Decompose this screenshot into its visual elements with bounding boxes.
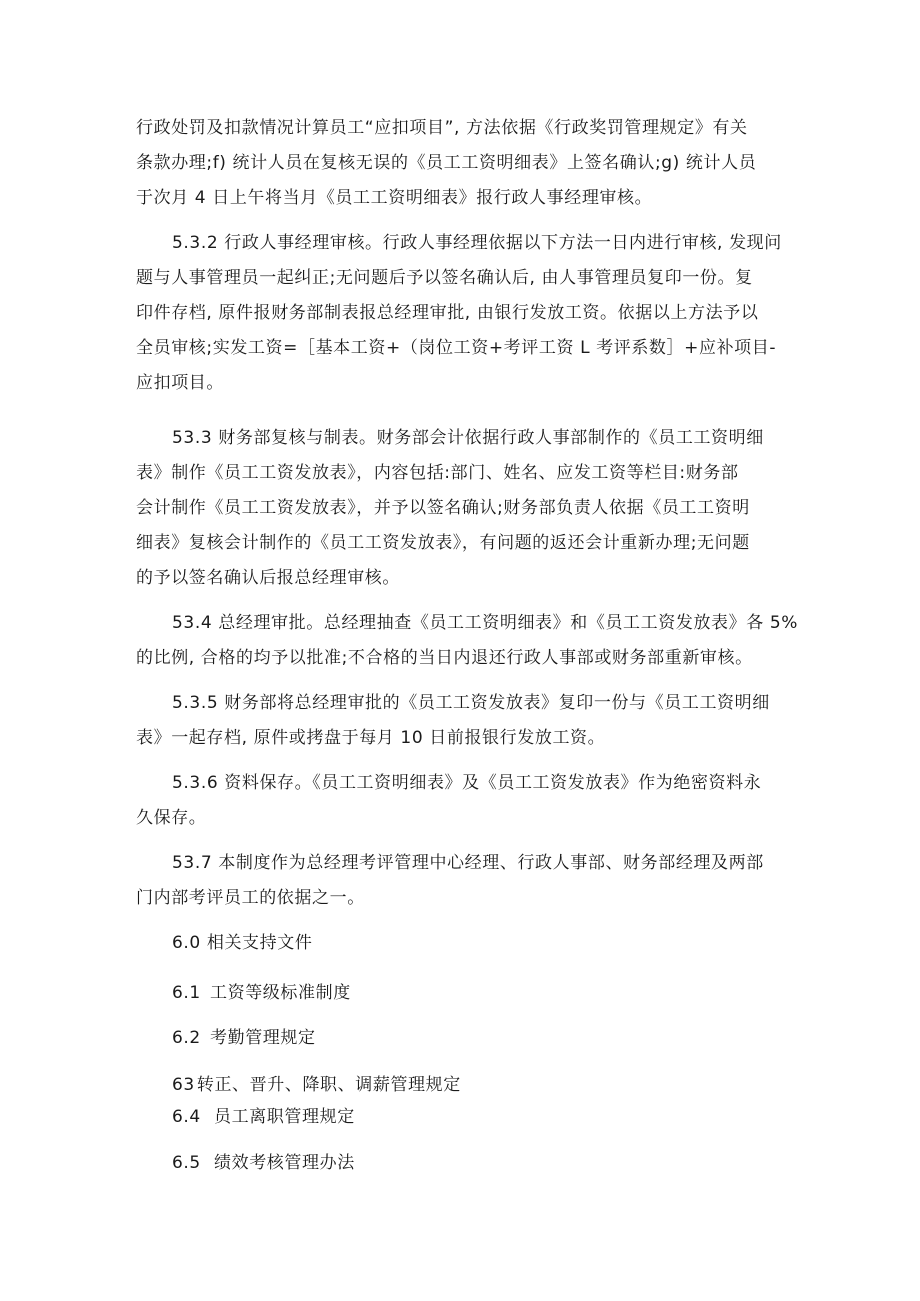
list-item-number: 6.4 bbox=[172, 1107, 201, 1127]
list-item-number: 63 bbox=[172, 1075, 195, 1095]
paragraph-line: 表》一起存档, 原件或拷盘于每月 10 日前报银行发放工资。 bbox=[136, 728, 606, 748]
list-item-number: 6.5 bbox=[172, 1153, 201, 1173]
list-item-text: 绩效考核管理办法 bbox=[214, 1153, 355, 1173]
paragraph-line: 5.3.5 财务部将总经理审批的《员工工资发放表》复印一份与《员工工资明细 bbox=[172, 693, 770, 713]
list-item-text: 工资等级标准制度 bbox=[210, 983, 351, 1003]
paragraph-line: 会计制作《员工工资发放表》，并予以签名确认;财务部负责人依据《员工工资明 bbox=[136, 498, 750, 518]
paragraph-line: 53.7 本制度作为总经理考评管理中心经理、行政人事部、财务部经理及两部 bbox=[172, 853, 764, 873]
paragraph-line: 5.3.6 资料保存。《员工工资明细表》及《员工工资发放表》作为绝密资料永 bbox=[172, 773, 762, 793]
list-item-text: 转正、晋升、降职、调薪管理规定 bbox=[196, 1075, 461, 1095]
paragraph-line: 的比例, 合格的均予以批准;不合格的当日内退还行政人事部或财务部重新审核。 bbox=[136, 648, 753, 668]
list-item-text: 员工离职管理规定 bbox=[214, 1107, 355, 1127]
list-item-number: 6.2 bbox=[172, 1028, 201, 1048]
paragraph-line: 细表》复核会计制作的《员工工资发放表》，有问题的返还会计重新办理;无问题 bbox=[136, 533, 750, 553]
paragraph-line: 印件存档, 原件报财务部制表报总经理审批, 由银行发放工资。依据以上方法予以 bbox=[136, 303, 759, 323]
list-item bbox=[172, 1027, 832, 1049]
paragraph-line: 久保存。 bbox=[136, 808, 207, 828]
list-item-text: 考勤管理规定 bbox=[210, 1028, 316, 1048]
paragraph-line: 53.4 总经理审批。总经理抽查《员工工资明细表》和《员工工资发放表》各 5% bbox=[172, 613, 799, 633]
list-item-number: 6.1 bbox=[172, 983, 201, 1003]
paragraph-line: 于次月 4 日上午将当月《员工工资明细表》报行政人事经理审核。 bbox=[136, 188, 653, 208]
paragraph-line: 的予以签名确认后报总经理审核。 bbox=[136, 568, 400, 588]
paragraph-line: 条款办理;f) 统计人员在复核无误的《员工工资明细表》上签名确认;g) 统计人员 bbox=[136, 153, 757, 173]
paragraph-line: 全员审核;实发工资=［基本工资+（岗位工资+考评工资 L 考评系数］+应补项目- bbox=[136, 338, 777, 358]
paragraph-line: 53.3 财务部复核与制表。财务部会计依据行政人事部制作的《员工工资明细 bbox=[172, 428, 764, 448]
list-item bbox=[172, 1074, 832, 1096]
paragraph-line: 应扣项目。 bbox=[136, 373, 224, 393]
list-item bbox=[172, 982, 832, 1004]
list-item bbox=[172, 1106, 832, 1128]
paragraph-line: 题与人事管理员一起纠正;无问题后予以签名确认后, 由人事管理员复印一份。复 bbox=[136, 268, 753, 288]
list-item bbox=[172, 1152, 832, 1174]
paragraph-line: 行政处罚及扣款情况计算员工“应扣项目”, 方法依据《行政奖罚管理规定》有关 bbox=[136, 118, 748, 138]
paragraph-line: 门内部考评员工的依据之一。 bbox=[136, 888, 365, 908]
paragraph-line: 5.3.2 行政人事经理审核。行政人事经理依据以下方法一日内进行审核, 发现问 bbox=[172, 233, 782, 253]
paragraph-line: 表》制作《员工工资发放表》，内容包括:部门、姓名、应发工资等栏目:财务部 bbox=[136, 463, 739, 483]
section-heading: 6.0 相关支持文件 bbox=[172, 933, 313, 953]
